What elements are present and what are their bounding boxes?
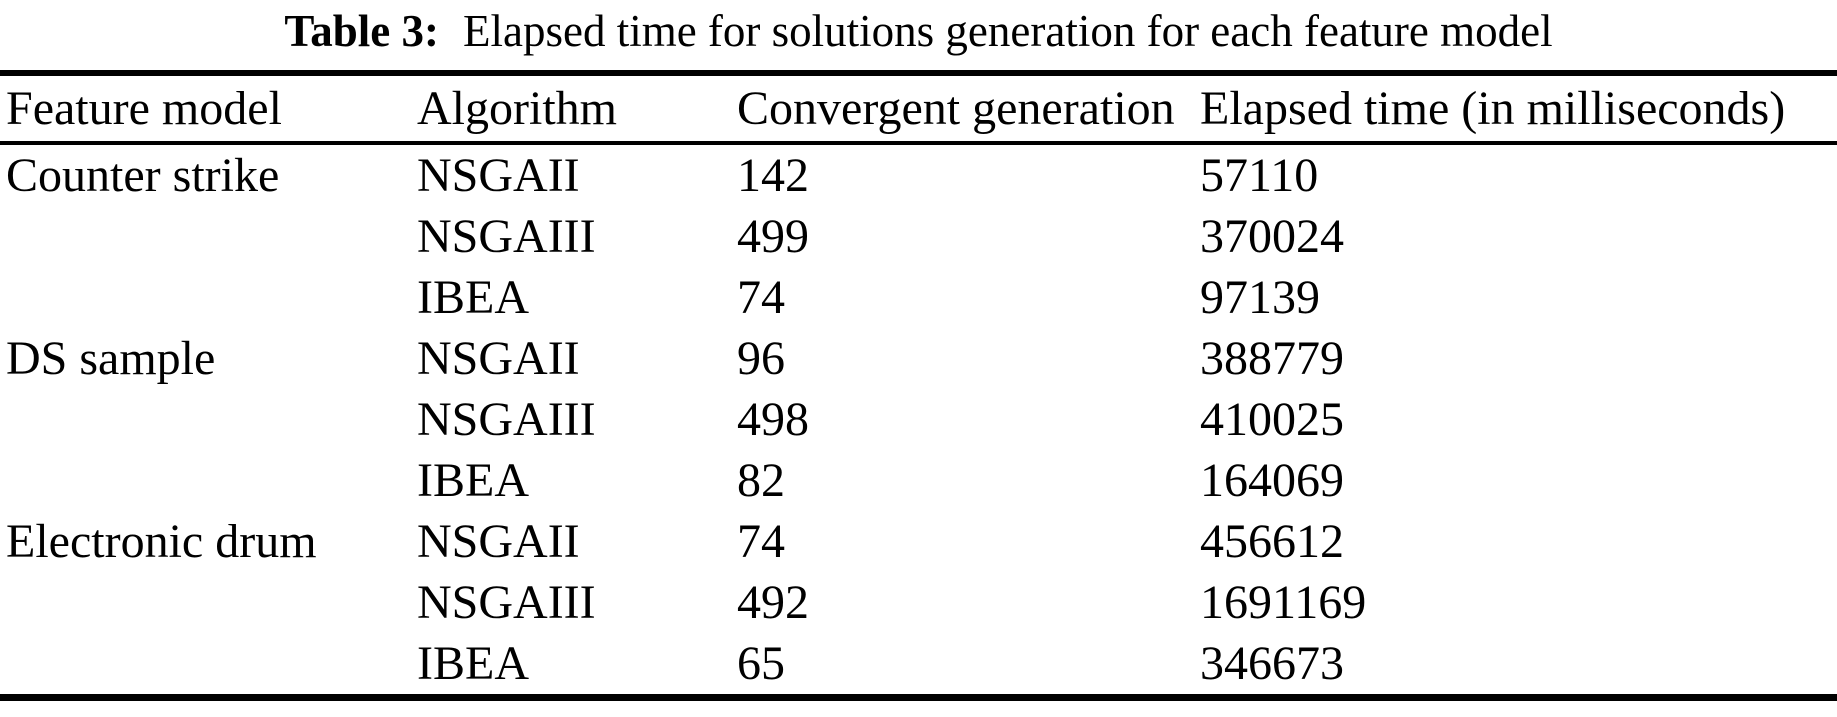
cell-convergent-generation: 82 bbox=[737, 454, 785, 507]
table-row bbox=[0, 145, 1837, 206]
cell-algorithm: NSGAIII bbox=[417, 393, 596, 446]
cell-elapsed-time: 410025 bbox=[1200, 393, 1344, 446]
cell-elapsed-time: 456612 bbox=[1200, 515, 1344, 568]
table-caption-label: Table 3: bbox=[284, 6, 439, 56]
cell-elapsed-time: 97139 bbox=[1200, 271, 1320, 324]
cell-algorithm: NSGAII bbox=[417, 332, 580, 385]
cell-convergent-generation: 65 bbox=[737, 637, 785, 690]
cell-algorithm: NSGAIII bbox=[417, 210, 596, 263]
cell-elapsed-time: 346673 bbox=[1200, 637, 1344, 690]
cell-algorithm: IBEA bbox=[417, 454, 529, 507]
cell-feature-model: Counter strike bbox=[6, 149, 280, 202]
column-header-convergent-generation: Convergent generation bbox=[737, 82, 1175, 135]
table-row bbox=[0, 328, 1837, 389]
cell-convergent-generation: 96 bbox=[737, 332, 785, 385]
table-row bbox=[0, 389, 1837, 450]
cell-elapsed-time: 1691169 bbox=[1200, 576, 1367, 629]
table-row bbox=[0, 633, 1837, 694]
table-header-row bbox=[0, 76, 1837, 145]
column-header-elapsed-time: Elapsed time (in milliseconds) bbox=[1200, 82, 1786, 135]
cell-algorithm: NSGAII bbox=[417, 515, 580, 568]
cell-feature-model: DS sample bbox=[6, 332, 216, 385]
table-row bbox=[0, 450, 1837, 511]
cell-algorithm: IBEA bbox=[417, 637, 529, 690]
cell-convergent-generation: 74 bbox=[737, 515, 785, 568]
cell-elapsed-time: 57110 bbox=[1200, 149, 1319, 202]
column-header-feature-model: Feature model bbox=[6, 82, 282, 135]
cell-elapsed-time: 388779 bbox=[1200, 332, 1344, 385]
cell-convergent-generation: 142 bbox=[737, 149, 809, 202]
table-caption-text: Elapsed time for solutions generation for each feature model bbox=[463, 6, 1553, 56]
cell-convergent-generation: 74 bbox=[737, 271, 785, 324]
table-row bbox=[0, 267, 1837, 328]
cell-algorithm: NSGAIII bbox=[417, 576, 596, 629]
cell-algorithm: NSGAII bbox=[417, 149, 580, 202]
cell-algorithm: IBEA bbox=[417, 271, 529, 324]
cell-convergent-generation: 499 bbox=[737, 210, 809, 263]
cell-convergent-generation: 492 bbox=[737, 576, 809, 629]
table-body bbox=[0, 145, 1837, 701]
column-header-algorithm: Algorithm bbox=[417, 82, 617, 135]
cell-elapsed-time: 164069 bbox=[1200, 454, 1344, 507]
elapsed-time-table bbox=[0, 70, 1837, 701]
cell-elapsed-time: 370024 bbox=[1200, 210, 1344, 263]
cell-convergent-generation: 498 bbox=[737, 393, 809, 446]
table-caption bbox=[0, 2, 1837, 60]
table-row bbox=[0, 206, 1837, 267]
table-row bbox=[0, 572, 1837, 633]
cell-feature-model: Electronic drum bbox=[6, 515, 317, 568]
table-row bbox=[0, 511, 1837, 572]
